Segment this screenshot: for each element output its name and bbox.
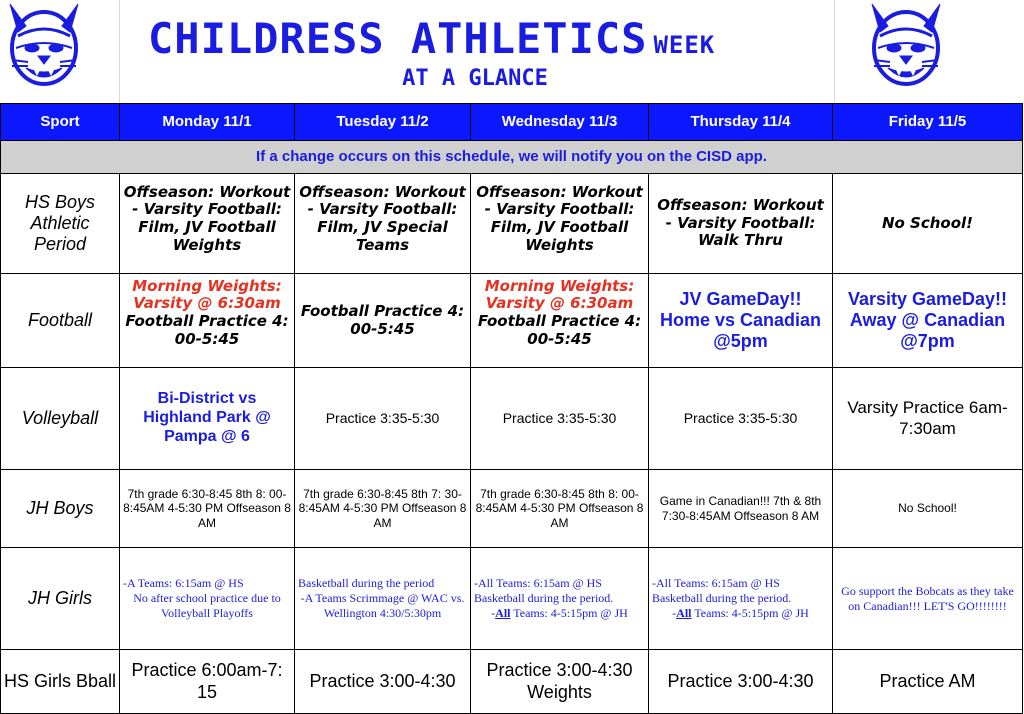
schedule-cell	[471, 274, 649, 368]
schedule-cell	[833, 548, 1023, 650]
schedule-cell	[649, 650, 833, 714]
cell-text: Offseason: Workout - Varsity Football: Walk Thru	[657, 195, 824, 250]
cell-text: Go support the Bobcats as they take on Canadian!!! LET'S GO!!!!!!!!	[841, 583, 1014, 613]
cell-text: Practice AM	[879, 670, 976, 691]
title-suffix: WEEK	[653, 31, 716, 59]
cell-text: -	[672, 606, 677, 620]
cell-text: Teams: 4-5:15pm @ JH	[691, 606, 809, 620]
cell-text: -All Teams: 6:15am @ HS	[652, 576, 780, 590]
schedule-cell	[471, 174, 649, 274]
schedule-cell	[833, 650, 1023, 714]
bobcat-logo-right-icon	[866, 2, 946, 94]
header-row	[1, 104, 1023, 141]
schedule-cell	[120, 174, 295, 274]
cell-text: No School!	[881, 213, 974, 232]
notice-row	[1, 141, 1023, 174]
schedule-cell	[471, 650, 649, 714]
page-title: CHILDRESS ATHLETICS WEEK	[148, 14, 716, 63]
schedule-cell	[833, 274, 1023, 368]
schedule-cell	[295, 650, 471, 714]
cell-text: No School!	[898, 501, 957, 516]
schedule-table	[0, 103, 1023, 714]
schedule-cell	[649, 548, 833, 650]
notice-banner: If a change occurs on this schedule, we will notify you on the CISD app.	[1, 141, 1023, 174]
column-header-wednesday: Wednesday 11/3	[471, 104, 649, 141]
cell-text: Football Practice 4: 00-5:45	[300, 301, 465, 338]
sport-label: Volleyball	[1, 368, 120, 470]
page-header	[0, 0, 1024, 103]
cell-text: 7th grade 6:30-8:45 8th 8: 00-8:45AM 4-5:30 PM Offseason 8 AM	[123, 487, 291, 530]
cell-text: Offseason: Workout - Varsity Football: Film, JV Football Weights	[123, 183, 291, 254]
cell-text: Varsity Practice 6am-7:30am	[847, 398, 1008, 438]
table-row	[1, 274, 1023, 368]
schedule-cell	[295, 368, 471, 470]
cell-text: -All Teams: 6:15am @ HS	[474, 576, 602, 590]
cell-text: 7th grade 6:30-8:45 8th 8: 00-8:45AM 4-5:30 PM Offseason 8 AM	[475, 487, 644, 530]
column-header-monday: Monday 11/1	[120, 104, 295, 141]
cell-text: -	[491, 606, 496, 620]
column-header-tuesday: Tuesday 11/2	[295, 104, 471, 141]
table-row	[1, 174, 1023, 274]
cell-text-highlight: Morning Weights: Varsity @ 6:30am	[132, 277, 282, 313]
cell-text: Offseason: Workout - Varsity Football: Film, JV Special Teams	[299, 183, 466, 254]
schedule-cell	[471, 470, 649, 548]
schedule-cell	[833, 368, 1023, 470]
table-row	[1, 548, 1023, 650]
schedule-cell	[120, 470, 295, 548]
cell-text-emphasis: All	[495, 606, 511, 620]
sport-label: HS Girls Bball	[1, 650, 120, 714]
schedule-cell	[120, 274, 295, 368]
schedule-cell	[649, 174, 833, 274]
cell-text: Practice 3:00-4:30	[667, 670, 814, 691]
cell-text: Football Practice 4: 00-5:45	[125, 311, 289, 348]
cell-text: Game in Canadian!!! 7th & 8th 7:30-8:45AM Offseason 8 AM	[659, 494, 822, 523]
cell-text-emphasis: All	[676, 606, 692, 620]
schedule-cell	[471, 548, 649, 650]
schedule-cell	[120, 650, 295, 714]
schedule-cell	[649, 470, 833, 548]
column-header-friday: Friday 11/5	[833, 104, 1023, 141]
page-subtitle: AT A GLANCE	[402, 66, 548, 91]
cell-text: Practice 3:00-4:30 Weights	[486, 660, 633, 702]
cell-text: -A Teams: 6:15am @ HS	[123, 576, 244, 590]
cell-text: Practice 3:35-5:30	[502, 410, 617, 427]
schedule-cell	[295, 470, 471, 548]
cell-text: Practice 3:35-5:30	[683, 410, 798, 427]
sport-label: HS Boys Athletic Period	[1, 174, 120, 274]
sport-label: JH Boys	[1, 470, 120, 548]
schedule-cell	[120, 368, 295, 470]
column-header-sport: Sport	[1, 104, 120, 141]
sport-label: Football	[1, 274, 120, 368]
cell-text: Practice 6:00am-7: 15	[131, 660, 283, 702]
schedule-cell	[649, 274, 833, 368]
cell-text-highlight: Morning Weights: Varsity @ 6:30am	[484, 277, 635, 313]
cell-text: Basketball during the period.	[474, 591, 614, 605]
cell-text: Varsity GameDay!! Away @ Canadian @7pm	[847, 288, 1008, 352]
schedule-cell	[295, 274, 471, 368]
cell-text: Practice 3:00-4:30	[309, 670, 456, 691]
table-row	[1, 650, 1023, 714]
schedule-cell	[833, 470, 1023, 548]
cell-text: Basketball during the period	[298, 576, 435, 590]
schedule-cell	[471, 368, 649, 470]
schedule-cell	[833, 174, 1023, 274]
table-row	[1, 368, 1023, 470]
cell-text: Basketball during the period.	[652, 591, 792, 605]
schedule-cell	[295, 174, 471, 274]
cell-text: No after school practice due to Volleyball Playoffs	[133, 591, 281, 620]
cell-text: JV GameDay!! Home vs Canadian @5pm	[659, 288, 822, 352]
cell-text: 7th grade 6:30-8:45 8th 7: 30-8:45AM 4-5:30 PM Offseason 8 AM	[298, 487, 467, 530]
cell-text: Practice 3:35-5:30	[325, 410, 440, 427]
cell-text: Teams: 4-5:15pm @ JH	[510, 606, 628, 620]
sport-label: JH Girls	[1, 548, 120, 650]
header-divider	[834, 0, 835, 103]
schedule-cell	[120, 548, 295, 650]
schedule-cell	[649, 368, 833, 470]
schedule-cell	[295, 548, 471, 650]
column-header-thursday: Thursday 11/4	[649, 104, 833, 141]
cell-text: Bi-District vs Highland Park @ Pampa @ 6	[143, 390, 271, 445]
table-row	[1, 470, 1023, 548]
cell-text: Offseason: Workout - Varsity Football: Film, JV Football Weights	[476, 183, 643, 254]
cell-text: -A Teams Scrimmage @ WAC vs. Wellington 4:30/5:30pm	[300, 591, 465, 620]
cell-text: Football Practice 4: 00-5:45	[477, 311, 642, 348]
